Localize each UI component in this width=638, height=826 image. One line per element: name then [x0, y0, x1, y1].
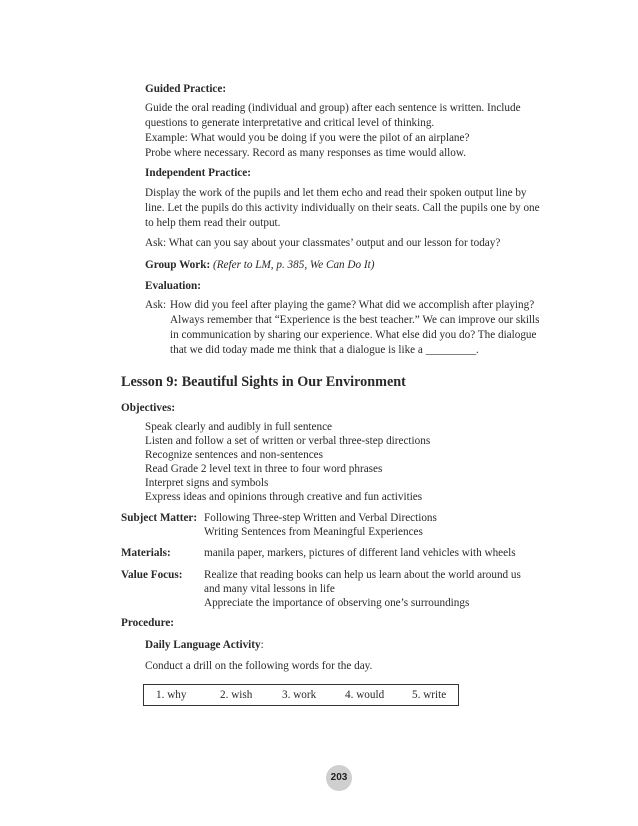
objectives-heading: Objectives: [121, 402, 176, 414]
group-work-reference: (Refer to LM, p. 385, We Can Do It) [212, 259, 375, 271]
drill-instruction: Conduct a drill on the following words for the day. [145, 660, 373, 672]
lesson-title: Lesson 9: Beautiful Sights in Our Environment [121, 374, 406, 390]
page-number: 203 [326, 765, 352, 791]
daily-language-heading [145, 638, 264, 653]
materials-text: manila paper, markers, pictures of different land vehicles with wheels [204, 547, 516, 559]
guided-line-4: Probe where necessary. Record as many responses as time would allow. [145, 147, 467, 159]
objective-item: Recognize sentences and non-sentences [145, 449, 323, 461]
word-item: 3. work [282, 689, 317, 701]
guided-practice-heading: Guided Practice: [145, 83, 227, 95]
word-list-box [143, 684, 459, 706]
value-focus-label: Value Focus: [121, 569, 183, 581]
group-work [145, 258, 374, 273]
evaluation-line-1: How did you feel after playing the game? What did we accomplish after playing? [170, 299, 535, 311]
procedure-label: Procedure: [121, 617, 175, 629]
guided-line-1: Guide the oral reading (individual and group) after each sentence is written. Include [145, 102, 521, 114]
subject-matter-line-1: Following Three-step Written and Verbal Directions [204, 512, 437, 524]
independent-line-3: to help them read their output. [145, 217, 281, 229]
group-work-label: Group Work: [145, 259, 211, 271]
guided-line-3: Example: What would you be doing if you were the pilot of an airplane? [145, 132, 470, 144]
value-focus-line-1: Realize that reading books can help us learn about the world around us [204, 569, 521, 581]
word-item: 4. would [345, 689, 385, 701]
objective-item: Speak clearly and audibly in full sentence [145, 421, 333, 433]
evaluation-line-3: in communication by sharing our experience. What else did you do? The dialogue [170, 329, 537, 341]
independent-ask: Ask: What can you say about your classmates’ output and our lesson for today? [145, 237, 501, 249]
independent-practice-heading: Independent Practice: [145, 167, 251, 179]
daily-language-label: Daily Language Activity [145, 639, 261, 651]
value-focus-line-3: Appreciate the importance of observing one’s surroundings [204, 597, 470, 609]
evaluation-line-4: that we did today made me think that a dialogue is like a _________. [170, 344, 479, 356]
objective-item: Listen and follow a set of written or verbal three-step directions [145, 435, 431, 447]
value-focus-line-2: and many vital lessons in life [204, 583, 335, 595]
objective-item: Interpret signs and symbols [145, 477, 269, 489]
word-item: 2. wish [220, 689, 253, 701]
objective-item: Read Grade 2 level text in three to four word phrases [145, 463, 383, 475]
evaluation-line-2: Always remember that “Experience is the best teacher.” We can improve our skills [170, 314, 540, 326]
subject-matter-line-2: Writing Sentences from Meaningful Experiences [204, 526, 423, 538]
independent-line-2: line. Let the pupils do this activity individually on their seats. Call the pupils one by one [145, 202, 540, 214]
evaluation-heading: Evaluation: [145, 280, 201, 292]
independent-line-1: Display the work of the pupils and let them echo and read their spoken output line by [145, 187, 527, 199]
subject-matter-label: Subject Matter: [121, 512, 198, 524]
daily-language-colon: : [260, 639, 264, 651]
word-item: 5. write [412, 689, 447, 701]
evaluation-ask-label: Ask: [145, 299, 167, 311]
word-item: 1. why [156, 689, 187, 701]
materials-label: Materials: [121, 547, 171, 559]
objective-item: Express ideas and opinions through creative and fun activities [145, 491, 423, 503]
guided-line-2: questions to generate interpretative and critical level of thinking. [145, 117, 435, 129]
